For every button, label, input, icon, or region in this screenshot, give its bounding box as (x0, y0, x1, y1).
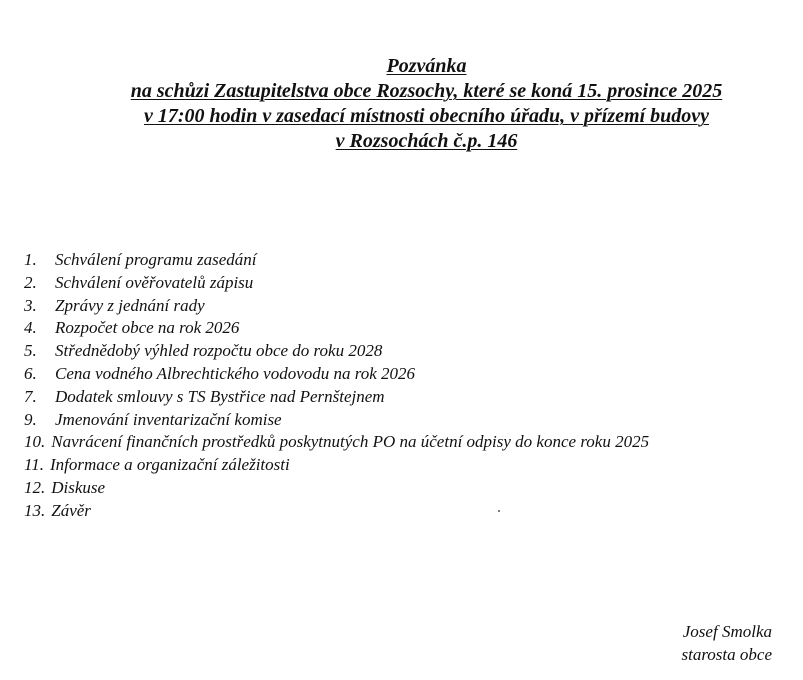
agenda-item-text: Závěr (51, 500, 91, 520)
agenda-item-number: 12. (24, 477, 46, 497)
agenda-list (24, 249, 649, 523)
agenda-item-text: Rozpočet obce na rok 2026 (55, 318, 240, 338)
agenda-item-number: 13. (24, 500, 46, 520)
agenda-item (24, 317, 649, 340)
agenda-item-text: Navrácení finančních prostředků poskytnutých PO na účetní odpisy do konce roku 2025 (51, 432, 650, 452)
agenda-item (24, 340, 649, 363)
agenda-item-number: 2. (24, 272, 37, 292)
heading-line-3: v Rozsochách č.p. 146 (335, 130, 518, 152)
invitation-heading (40, 54, 803, 154)
agenda-item-number: 7. (24, 386, 37, 406)
agenda-item-number: 4. (24, 318, 37, 338)
agenda-item (24, 295, 649, 318)
agenda-item (24, 272, 649, 295)
agenda-item-text: Informace a organizační záležitosti (50, 455, 290, 475)
agenda-item-number: 11. (24, 455, 44, 475)
signatory-name: Josef Smolka (682, 622, 772, 641)
agenda-item-text: Zprávy z jednání rady (55, 295, 205, 315)
agenda-item-text: Diskuse (51, 477, 106, 497)
agenda-item-number: 5. (24, 341, 37, 361)
heading-line-2: v 17:00 hodin v zasedací místnosti obecního úřadu, v přízemí budovy (143, 105, 710, 127)
agenda-item-text: Cena vodného Albrechtického vodovodu na rok 2026 (55, 363, 416, 383)
agenda-item-text: Schválení ověřovatelů zápisu (55, 272, 254, 292)
heading-line-1: na schůzi Zastupitelstva obce Rozsochy, které se koná 15. prosince 2025 (130, 80, 723, 102)
agenda-item (24, 431, 649, 454)
agenda-item-text: Jmenování inventarizační komise (55, 409, 282, 429)
agenda-item-text: Střednědobý výhled rozpočtu obce do roku 2028 (55, 341, 383, 361)
agenda-item (24, 500, 649, 523)
signatory-role: starosta obce (681, 645, 772, 664)
agenda-item-number: 10. (24, 432, 46, 452)
agenda-item-number: 3. (24, 295, 37, 315)
signature-block (681, 620, 772, 666)
stray-dot (498, 510, 500, 512)
agenda-item-number: 1. (24, 250, 37, 269)
agenda-item (24, 477, 649, 500)
invitation-title: Pozvánka (386, 55, 467, 77)
agenda-item (24, 454, 649, 477)
agenda-item-text: Schválení programu zasedání (55, 250, 257, 269)
agenda-item-text: Dodatek smlouvy s TS Bystřice nad Pernštejnem (55, 386, 385, 406)
agenda-item (24, 386, 649, 409)
agenda-item-number: 6. (24, 363, 37, 383)
agenda-item (24, 249, 649, 272)
agenda-item (24, 363, 649, 386)
agenda-item (24, 409, 649, 432)
agenda-item-number: 9. (24, 409, 37, 429)
